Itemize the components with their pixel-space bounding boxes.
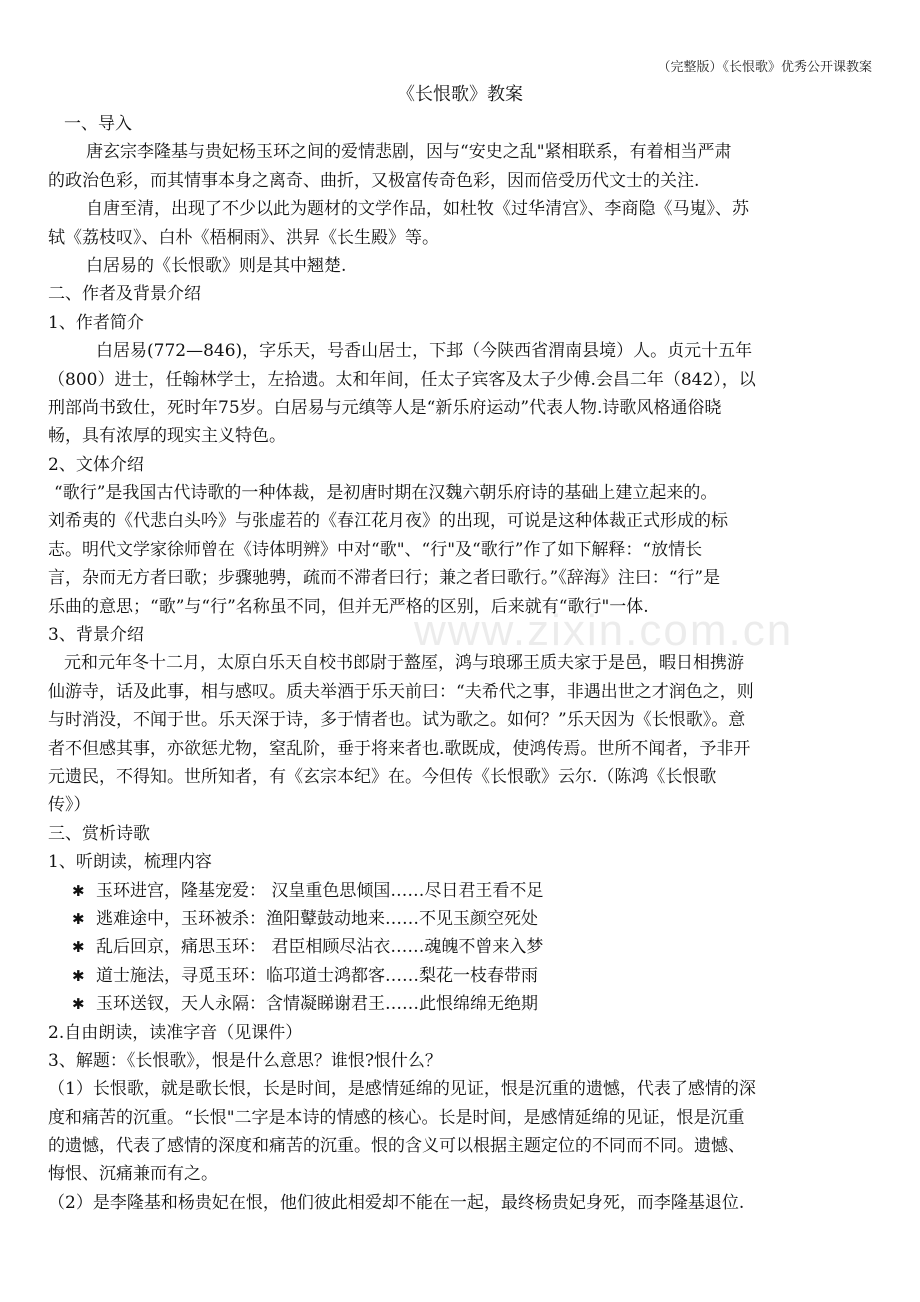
section-heading-intro: 一、导入	[64, 114, 132, 134]
star-bullet-icon: ✱	[72, 938, 85, 957]
paragraph-line: 自唐至清，出现了不少以此为题材的文学作品，如杜牧《过华清宫》、李商隐《马嵬》、苏	[86, 199, 749, 220]
paragraph-line: 白居易(772—846)，字乐天，号香山居士，下邽（今陕西省渭南县境）人。贞元十五年	[96, 341, 753, 362]
paragraph-line: 的政治色彩，而其情事本身之离奇、曲折，又极富传奇色彩，因而倍受历代文士的关注.	[48, 170, 700, 191]
paragraph-line: 者不但感其事，亦欲惩尤物，窒乱阶，垂于将来者也.歌既成，使鸿传焉。世所不闻者，予非开	[48, 738, 751, 759]
paragraph-line: （2）是李隆基和杨贵妃在恨，他们彼此相爱却不能在一起，最终杨贵妃身死，而李隆基退位.	[48, 1192, 745, 1213]
content-bullet	[48, 905, 872, 933]
subsection-heading-author: 1、作者简介	[48, 312, 144, 333]
paragraph-line: 刘希夷的《代悲白头吟》与张虚若的《春江花月夜》的出现，可说是这种体裁正式形成的标	[48, 511, 728, 532]
watermark: www.zixin.com.cn	[414, 606, 794, 655]
paragraph-line: 白居易的《长恨歌》则是其中翘楚.	[86, 255, 347, 276]
bullet-text: 乱后回京，痛思玉环： 君臣相顾尽沾衣……魂魄不曾来入梦	[96, 937, 544, 958]
star-bullet-icon: ✱	[72, 881, 85, 900]
section-heading-author-background: 二、作者及背景介绍	[48, 284, 201, 305]
paragraph-line: 悔恨、沉痛兼而有之。	[48, 1164, 218, 1185]
paragraph-line: 的遗憾，代表了感情的深度和痛苦的沉重。恨的含义可以根据主题定位的不同而不同。遗憾、	[48, 1136, 745, 1157]
content-bullet	[48, 877, 872, 905]
content-bullet	[48, 990, 872, 1018]
paragraph-line: （800）进士，任翰林学士，左拾遗。太和年间，任太子宾客及太子少傅.会昌二年（842），以	[48, 369, 756, 390]
document-body	[48, 110, 872, 1217]
star-bullet-icon: ✱	[72, 966, 85, 985]
bullet-text: 逃难途中，玉环被杀：渔阳鼙鼓动地来……不见玉颜空死处	[96, 908, 538, 929]
paragraph-line: 言，杂而无方者曰歌；步骤驰骋，疏而不滞者曰行；兼之者曰歌行。”《辞海》注曰：“行”是	[48, 568, 721, 589]
paragraph-line: 轼《荔枝叹》、白朴《梧桐雨》、洪昇《长生殿》等。	[48, 227, 439, 248]
paragraph-line: 元遗民，不得知。世所知者，有《玄宗本纪》在。今但传《长恨歌》云尔.（陈鸿《长恨歌	[48, 766, 717, 787]
bullet-text: 玉环送钗，天人永隔：含情凝睇谢君王……此恨绵绵无绝期	[96, 994, 538, 1015]
paragraph-line: 传》）	[48, 795, 91, 816]
section-heading-appreciation: 三、赏析诗歌	[48, 823, 150, 844]
header-note: （完整版）《长恨歌》优秀公开课教案	[657, 60, 872, 75]
star-bullet-icon: ✱	[72, 909, 85, 928]
paragraph-line: （1）长恨歌，就是歌长恨，长是时间，是感情延绵的见证，恨是沉重的遗憾，代表了感情的深	[48, 1079, 756, 1100]
paragraph-line: 唐玄宗李隆基与贵妃杨玉环之间的爱情悲剧，因与“安史之乱"紧相联系，有着相当严肃	[86, 142, 732, 163]
subsection-heading-genre: 2、文体介绍	[48, 454, 144, 475]
subsection-heading-background: 3、背景介绍	[48, 625, 144, 646]
paragraph-line: 与时消没，不闻于世。乐天深于诗，多于情者也。试为歌之。如何？”乐天因为《长恨歌》。意	[48, 710, 746, 731]
bullet-text: 道士施法，寻觅玉环：临邛道士鸿都客……梨花一枝春带雨	[96, 965, 538, 986]
paragraph-line: 仙游寺，话及此事，相与感叹。质夫举酒于乐天前曰：“夫希代之事，非遇出世之才润色之，则	[48, 681, 754, 702]
paragraph-line: 志。明代文学家徐师曾在《诗体明辨》中对“歌"、“行"及“歌行”作了如下解释：“放情长	[48, 539, 703, 560]
subsection-heading-read-aloud: 2.自由朗读，读准字音（见课件）	[48, 1022, 303, 1043]
bullet-text: 玉环进宫，隆基宠爱： 汉皇重色思倾国……尽日君王看不足	[96, 880, 544, 901]
paragraph-line: 乐曲的意思；“歌”与“行”名称虽不同，但并无严格的区别，后来就有“歌行"一体.	[48, 596, 649, 617]
paragraph-line: 刑部尚书致仕，死时年75岁。白居易与元缜等人是“新乐府运动”代表人物.诗歌风格通俗晓	[48, 397, 722, 418]
star-bullet-icon: ✱	[72, 995, 85, 1014]
content-bullet	[48, 962, 872, 990]
subsection-heading-title-analysis: 3、解题：《长恨歌》，恨是什么意思？谁恨?恨什么？	[48, 1050, 442, 1071]
paragraph-line: 元和元年冬十二月，太原白乐天自校书郎尉于盩厔，鸿与琅琊王质夫家于是邑，暇日相携游	[64, 653, 744, 674]
paragraph-line: 度和痛苦的沉重。“长恨"二字是本诗的情感的核心。长是时间，是感情延绵的见证，恨是沉重	[48, 1107, 745, 1128]
subsection-heading-listen: 1、听朗读，梳理内容	[48, 852, 212, 873]
document-page	[48, 0, 872, 1302]
paragraph-line: “歌行”是我国古代诗歌的一种体裁，是初唐时期在汉魏六朝乐府诗的基础上建立起来的。	[54, 483, 718, 504]
page-title: 《长恨歌》教案	[397, 84, 523, 105]
content-bullet	[48, 933, 872, 961]
paragraph-line: 畅，具有浓厚的现实主义特色。	[48, 426, 286, 447]
